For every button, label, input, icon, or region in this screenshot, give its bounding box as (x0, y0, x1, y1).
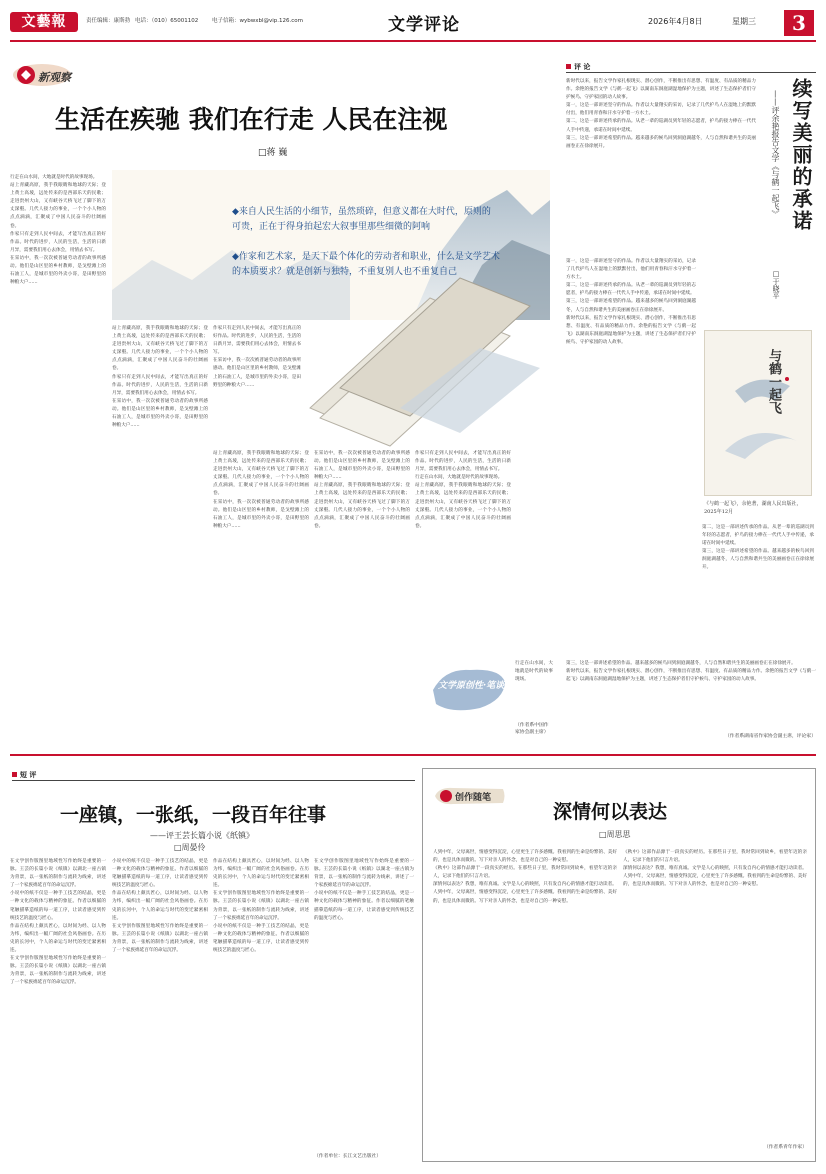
lead-signature: （作者系中国作家协会副主席） (515, 723, 549, 735)
commentary-rule (566, 72, 816, 73)
email-info: 电子信箱：wybwxbl@vip.126.com (212, 18, 304, 24)
book-caption: 《与鹤一起飞》，余艳著，湖南人民出版社，2025年12月 (704, 501, 802, 515)
crane-icon (705, 331, 811, 495)
lead-byline: □蒋 巍 (258, 148, 288, 158)
newspaper-logo: 文藝報 (10, 12, 78, 32)
issue-weekday: 星期三 (732, 17, 756, 26)
essay-body-col2: 《秋中》这部作品源于一段真实的经历。在那些日子里，我时常回到故乡，看望年迈的亲人，记录下他们的只言片语。 深情何以表达？我想，唯有真诚。文学是人心的映照，只有发自内心的情感才能打动读者。 人到中年，父母离世，情感变得沉淀，心里更生了许多感慨。我看到的生命是纷繁的、美好的，也是具体而微的。写下对亲人的怀念，也是对自己的一种安慰。 (623, 850, 807, 888)
commentary-author: □于晓平 (772, 270, 780, 299)
review-signature: （作者单位：长江文艺出版社） (314, 1154, 382, 1159)
lead-body-col1: 行走在山水间，大地就是时代的故事现场。 站上青藏高原，我手我眼睛和地球的天际；登上黄土高坡，远处传来的是西部乐天的民歌；走进贵州大山，又有峡谷天桥飞过了脚下的万丈深壑。几代人接力的事业，一个个小人物的点点滴滴，汇聚成了中国人民奋斗的壮阔画卷。 作家只有走到人民中间去，才能写出真正的好作品。时代的进步，人民的生活，生活的日新月异，需要我们用心去体会，用情去书写。 在采访中，我一次次被普通劳动者的故事所感动。他们是山区里的乡村教师，是戈壁滩上的石油工人，是城市里的外卖小哥，是田野里的种粮大户…… (10, 175, 106, 286)
commentary-title: 续写美丽的承诺 (789, 78, 813, 232)
review-body-col2: 小说中的纸不仅是一种手工技艺的结晶，更是一种文化的载体与精神的象征。作者以细腻的笔触描摹造纸的每一道工序，让读者感受到传统技艺的温度与匠心。 作品在结构上颇具匠心，以时间为经、以人物为纬，编织出一幅广阔的社会风俗画卷。在历史的长河中，个人的命运与时代的变迁紧密相连。 在文学创作版图里地域性写作始终是重要的一脉。王芸的长篇小说《纸镇》以湖北一座古镇为背景，以一张纸的制作与流转为线索，讲述了一个家族绵延百年的命运沉浮。 (112, 859, 208, 954)
review-subtitle: ——评王芸长篇小说《纸镇》 (150, 831, 254, 840)
review-body-col3: 作品在结构上颇具匠心，以时间为经、以人物为纬，编织出一幅广阔的社会风俗画卷。在历史的长河中，个人的命运与时代的变迁紧密相连。 在文学创作版图里地域性写作始终是重要的一脉。王芸的长篇小说《纸镇》以湖北一座古镇为背景，以一张纸的制作与流转为线索，讲述了一个家族绵延百年的命运沉浮。 小说中的纸不仅是一种手工技艺的结晶，更是一种文化的载体与精神的象征。作者以细腻的笔触描摹造纸的每一道工序，让读者感受到传统技艺的温度与匠心。 (213, 859, 309, 954)
essay-box (422, 768, 816, 1162)
pull-quote-1: ◆来自人民生活的小细节，虽然琐碎，但意义都在大时代，原则的可贵，正在于得身拍起宏大叙事里那些细微的阿响 (232, 207, 491, 232)
masthead (0, 0, 826, 40)
review-title: 一座镇，一张纸，一段百年往事 (60, 804, 327, 826)
commentary-body-col4: 第三，这是一部讲述希望的作品。越来越多的候鸟回到洞庭湖越冬，人与自然和谐共生的美丽画卷正在徐徐展开。 新时代以来，报告文学作家扎根现实、潜心创作，不断推出有思想、有温度、有品质的精品力作。余艳的报告文学《与鹤一起飞》以湖南东洞庭湖湿地保护为主题，讲述了生态保护者们守护候鸟、守护家园的动人故事。 (566, 661, 816, 683)
review-rule (12, 780, 415, 781)
section-divider (10, 754, 816, 756)
review-author: □周晏伶 (174, 843, 206, 852)
commentary-subtitle: ——评余艳报告文学《与鹤一起飞》 (771, 90, 780, 218)
commentary-body-col2: 第一，这是一部讲述坚守的作品。作者以大量翔实的采访，记录了几代护鸟人在湿地上的默默付出，他们用青春和汗水守护着一方水土。 第二，这是一部讲述传承的作品。从老一辈的巡湖员到年轻的志愿者，护鸟的接力棒在一代代人手中传递，承诺在时间中延续。 第三，这是一部讲述希望的作品。越来越多的候鸟回到洞庭湖越冬，人与自然和谐共生的美丽画卷正在徐徐展开。 新时代以来，报告文学作家扎根现实、潜心创作，不断推出有思想、有温度、有品质的精品力作。余艳的报告文学《与鹤一起飞》以湖南东洞庭湖湿地保护为主题，讲述了生态保护者们守护候鸟、守护家园的动人故事。 (566, 259, 696, 345)
essay-body-col1: 人到中年，父母离世，情感变得沉淀，心里更生了许多感慨。我看到的生命是纷繁的、美好的，也是具体而微的。写下对亲人的怀念，也是对自己的一种安慰。 《秋中》这部作品源于一段真实的经历。在那些日子里，我时常回到故乡，看望年迈的亲人，记录下他们的只言片语。 深情何以表达？我想，唯有真诚。文学是人心的映照，只有发自内心的情感才能打动读者。 人到中年，父母离世，情感变得沉淀，心里更生了许多感慨。我看到的生命是纷繁的、美好的，也是具体而微的。写下对亲人的怀念，也是对自己的一种安慰。 (433, 850, 617, 904)
essay-title: 深情何以表达 (553, 801, 668, 823)
commentary-signature: （作者系湖南省作家协会副主席，评论家） (724, 734, 816, 739)
books-icon (300, 258, 550, 448)
issue-date: 2026年4月8日 (648, 17, 703, 26)
essay-tag: 创作随笔 (433, 785, 507, 807)
review-body-col4: 在文学创作版图里地域性写作始终是重要的一脉。王芸的长篇小说《纸镇》以湖北一座古镇为背景，以一张纸的制作与流转为线索，讲述了一个家族绵延百年的命运沉浮。 小说中的纸不仅是一种手工技艺的结晶，更是一种文化的载体与精神的象征。作者以细腻的笔触描摹造纸的每一道工序，让读者感受到传统技艺的温度与匠心。 (314, 859, 414, 921)
lead-body-col3b: 站上青藏高原，我手我眼睛和地球的天际；登上黄土高坡，远处传来的是西部乐天的民歌；走进贵州大山，又有峡谷天桥飞过了脚下的万丈深壑。几代人接力的事业，一个个小人物的点点滴滴，汇聚成了中国人民奋斗的壮阔画卷。 在采访中，我一次次被普通劳动者的故事所感动。他们是山区里的乡村教师，是戈壁滩上的石油工人，是城市里的外卖小哥，是田野里的种粮大户…… (213, 451, 309, 529)
page-number-badge: 3 (784, 10, 814, 36)
review-body-col1: 在文学创作版图里地域性写作始终是重要的一脉。王芸的长篇小说《纸镇》以湖北一座古镇为背景，以一张纸的制作与流转为线索，讲述了一个家族绵延百年的命运沉浮。 小说中的纸不仅是一种手工技艺的结晶，更是一种文化的载体与精神的象征。作者以细腻的笔触描摹造纸的每一道工序，让读者感受到传统技艺的温度与匠心。 作品在结构上颇具匠心，以时间为经、以人物为纬，编织出一幅广阔的社会风俗画卷。在历史的长河中，个人的命运与时代的变迁紧密相连。 在文学创作版图里地域性写作始终是重要的一脉。王芸的长篇小说《纸镇》以湖北一座古镇为背景，以一张纸的制作与流转为线索，讲述了一个家族绵延百年的命运沉浮。 (10, 859, 106, 986)
review-tag: 短 评 (12, 770, 36, 780)
essay-signature: （作者系青年作家） (763, 1145, 807, 1150)
book-cover: 与鹤一起飞 (704, 330, 812, 496)
commentary-body-col3: 第二，这是一部讲述传承的作品。从老一辈的巡湖员到年轻的志愿者，护鸟的接力棒在一代代人手中传递，承诺在时间中延续。 第三，这是一部讲述希望的作品。越来越多的候鸟回到洞庭湖越冬，人与自然和谐共生的美丽画卷正在徐徐展开。 (702, 525, 814, 571)
books-illustration (300, 258, 550, 448)
lead-body-col5: 作家只有走到人民中间去，才能写出真正的好作品。时代的进步，人民的生活，生活的日新月异，需要我们用心去体会，用情去书写。 行走在山水间，大地就是时代的故事现场。 站上青藏高原，我手我眼睛和地球的天际；登上黄土高坡，远处传来的是西部乐天的民歌；走进贵州大山，又有峡谷天桥飞过了脚下的万丈深壑。几代人接力的事业，一个个小人物的点点滴滴，汇聚成了中国人民奋斗的壮阔画卷。 (415, 451, 511, 529)
lead-body-col2: 站上青藏高原，我手我眼睛和地球的天际；登上黄土高坡，远处传来的是西部乐天的民歌；走进贵州大山，又有峡谷天桥飞过了脚下的万丈深壑。几代人接力的事业，一个个小人物的点点滴滴，汇聚成了中国人民奋斗的壮阔画卷。 作家只有走到人民中间去，才能写出真正的好作品。时代的进步，人民的生活，生活的日新月异，需要我们用心去体会，用情去书写。 在采访中，我一次次被普通劳动者的故事所感动。他们是山区里的乡村教师，是戈壁滩上的石油工人，是城市里的外卖小哥，是田野里的种粮大户…… (112, 326, 208, 429)
section-title: 文学评论 (388, 15, 460, 35)
lead-body-col4: 在采访中，我一次次被普通劳动者的故事所感动。他们是山区里的乡村教师，是戈壁滩上的石油工人，是城市里的外卖小哥，是田野里的种粮大户…… 站上青藏高原，我手我眼睛和地球的天际；登上黄土高坡，远处传来的是西部乐天的民歌；走进贵州大山，又有峡谷天桥飞过了脚下的万丈深壑。几代人接力的事业，一个个小人物的点点滴滴，汇聚成了中国人民奋斗的壮阔画卷。 (314, 451, 410, 529)
phone-info: 电话：（010）65001102 (135, 18, 199, 24)
editor-info: 责任编辑：康斯勃 (86, 18, 131, 24)
lead-body-col3: 作家只有走到人民中间去，才能写出真正的好作品。时代的进步，人民的生活，生活的日新月异，需要我们用心去体会，用情去书写。 在采访中，我一次次被普通劳动者的故事所感动。他们是山区里的乡村教师，是戈壁滩上的石油工人，是城市里的外卖小哥，是田野里的种粮大户…… (213, 326, 301, 388)
commentary-body-col1: 新时代以来，报告文学作家扎根现实、潜心创作，不断推出有思想、有温度、有品质的精品力作。余艳的报告文学《与鹤一起飞》以湖南东洞庭湖湿地保护为主题，讲述了生态保护者们守护候鸟、守护家园的动人故事。 第一，这是一部讲述坚守的作品。作者以大量翔实的采访，记录了几代护鸟人在湿地上的默默付出，他们用青春和汗水守护着一方水土。 第二，这是一部讲述传承的作品。从老一辈的巡湖员到年轻的志愿者，护鸟的接力棒在一代代人手中传递，承诺在时间中延续。 第三，这是一部讲述希望的作品。越来越多的候鸟回到洞庭湖越冬，人与自然和谐共生的美丽画卷正在徐徐展开。 (566, 79, 756, 149)
masthead-rule (10, 40, 816, 42)
lead-body-col6: 行走在山水间，大地就是时代的故事现场。 (515, 661, 553, 683)
commentary-tag: 评 论 (566, 62, 590, 72)
pull-quote-2: ◆作家和艺术家，是天下最个体化的劳动者和职业，什么是文学艺术的本质要求？就是创新与独特，不重复别人也不重复自己 (232, 252, 500, 277)
column-badge: 新观察 (12, 62, 86, 88)
lead-stamp: 文学原创性·笔谈 (430, 660, 508, 716)
lead-headline: 生活在疾驰 我们在行走 人民在注视 (55, 105, 448, 134)
essay-author: □周思思 (599, 830, 631, 839)
